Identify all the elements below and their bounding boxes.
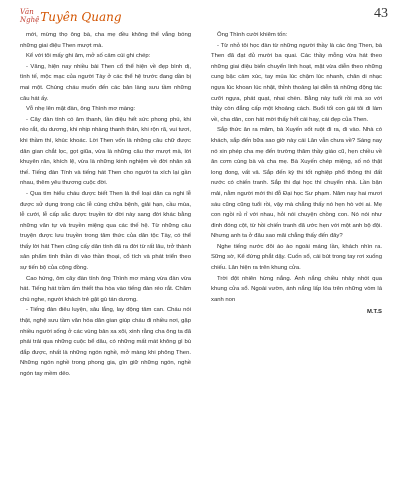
paragraph: - Vâng, hiện nay nhiều bài Then cổ thể hiện về đẹp bình dị, tình tế, mộc mạc của người Tày ở các thể hệ trước đang dần bị mai một. Chúng cháu muốn đến các bản làng sưu tầm những câu hát ấy. [20,63,191,102]
paragraph: - Tiếng đàn điêu luyện, sâu lắng, lay động tâm can. Cháu nói thật, nghệ sưu tầm văn hóa dân gian giúp cháu đi nhiều nơi, gặp nhiều người sống ở các vùng bản xa xôi, xinh rằng cha ông ta đã phải trải qua những cuộc bể dâu, có những mất mát không gì bù đắp được, nhất là những ngón nghề, mở màng khi phông Then. Những ngón nghề trong phong gia, gìn giữ những ngón, nghề ngón tay mềm dẻo. [20,307,191,377]
paragraph: - Cây đàn tính có âm thanh, lần điệu hết sức phong phú, khi réo rắt, du dương, khi nhịp nhàng thanh thản, khi rộn rã, vui tươi, khi thầm thì, khúc khoác. Lời Then vốn là những câu chữ được dân gian chắt lọc, gọt giũa, vừa là những câu thơ mượt mà, lời khuyên răn, khích lệ, vừa là những kinh nghiệm về đời nhân xã thế. Tiếng đàn Tính và tiếng hát Then cho người ta xích lại gần nhau, thêm yêu thương cuộc đời. [20,116,191,187]
paragraph: - Qua tìm hiểu cháu được biết Then là thể loại dân ca nghi lễ được sử dụng trong các lễ cúng chữa bệnh, giải hạn, cầu mùa, lễ cưới, lễ cấp sắc được truyền từ đời này sang đời khác bằng những văn tự và truyền miệng qua các thế hệ. Từ những câu truyện được lưu truyền trong tâm thức của dân tộc Tày, có thể thấy lời hát Then cũng cấy dân tính đã ra đời từ rất lâu, trở thành sản phẩm tinh thần đi vào thần thoại, cổ tích và phát triển theo sự tiến bộ của cộng đồng. [20,190,191,272]
logo-main-text: Tuyên Quang [40,10,122,24]
paragraph: mới, mừng thọ ông bà, cha mẹ đều không thể vắng bóng những giai điệu Then mượt mà. [20,32,191,49]
paragraph: Kể với tôi mấy ghi âm, mở số cảm cúi ghi chép: [26,53,151,60]
logo-small-line-1: Văn [20,8,34,16]
paragraph: Sắp thức ăn ra mâm, bà Xuyến sốt ruột đi ra, đi vào. Nhà có khách, sắp đến bữa sao giờ này cái Lân vẫn chưa về? Sáng nay nó xin phép cha mẹ đến trường thăm thầy giáo cũ, hẹn chiều về ăn cơm cùng bà và cha mẹ. Bà Xuyến chép miệng, số nó thật long đong, vất vả. Sắp đến kỳ thi tốt nghiệp phổ thông thì đất nước có chiến tranh. Sắp thi đại học thì chuyển nhà. Lần bận mải, nằm người mới thi đỗ Đại học Sư phạm. Năm nay hai mươi sáu cũng cũng tuổi rồi, vậy mà chẳng thấy nó hẹn hò với ai. Mẹ con ngồi rủ rỉ với nhau, hỏi nói chuyện chồng con. Nó nói như đinh đóng cột, từ hồi chiến tranh đã ước hẹn với một anh bộ đội. Nhưng anh ta ở đâu sao mãi chẳng thấy đến đây? [211,127,382,240]
logo-small-text [20,8,39,24]
paragraph: Nghe tiếng nước đôi áo ào ngoài máng lần, khách nhìn ra. Sững sờ, Kể đứng phắt dậy. Cuốn sổ, cái bút trong tay rơi xuống chiếu. Lân hiện ra trên khung cửa. [211,243,382,272]
page-number: 43 [374,6,388,21]
paragraph: Cao hứng, ôm cây đàn tính ông Thình mơ màng vừa đàn vừa hát. Tiếng hát trầm ấm thiết tha hòa vào tiếng đàn réo rắt. Chăm chú nghe, người khách trẻ gật gù tán dương. [20,275,191,303]
magazine-logo [20,8,122,24]
right-column [211,30,382,318]
paragraph: Vỗ nhẹ lên mặt đàn, ông Thình mơ màng: [26,106,136,113]
logo-small-line-2: Nghệ [20,16,40,24]
left-column [20,30,191,380]
paragraph: Trời đột nhiên hừng nắng. Ánh nắng chiều nhảy nhót qua khung cửa sổ. Ngoài vườn, ánh nắng lấp lóa trên những vòm lá xanh non [211,275,382,303]
paragraph: Ông Thình cười khiêm tốn: [217,32,288,38]
paragraph: - Từ nhỏ tôi học đàn từ những người thầy là các ông Then, bà Then đã đạt đủ mười ba quai. Các thầy mỗng vừa hát theo những giai điệu biến chuyển linh hoạt, mặt vừa diễn theo những cung bậc cảm xúc, tay múa lúc chậm lúc nhanh, chân di nhạc ngựa lúc khoan lúc nhặt, thỉnh thoảng lại diễn tả những động tác cưỡi ngựa, phát quạt, nhai chèn. Bằng này tuổi rồi mà so với thầy còn đẳng cấp một khoảng cách. Buổi tối con gái tôi đi làm về, cha dăn, con hát mời thấy hết cái hay, cái đẹp của Then. [211,42,382,123]
author-signature: M.T.S [366,309,382,316]
